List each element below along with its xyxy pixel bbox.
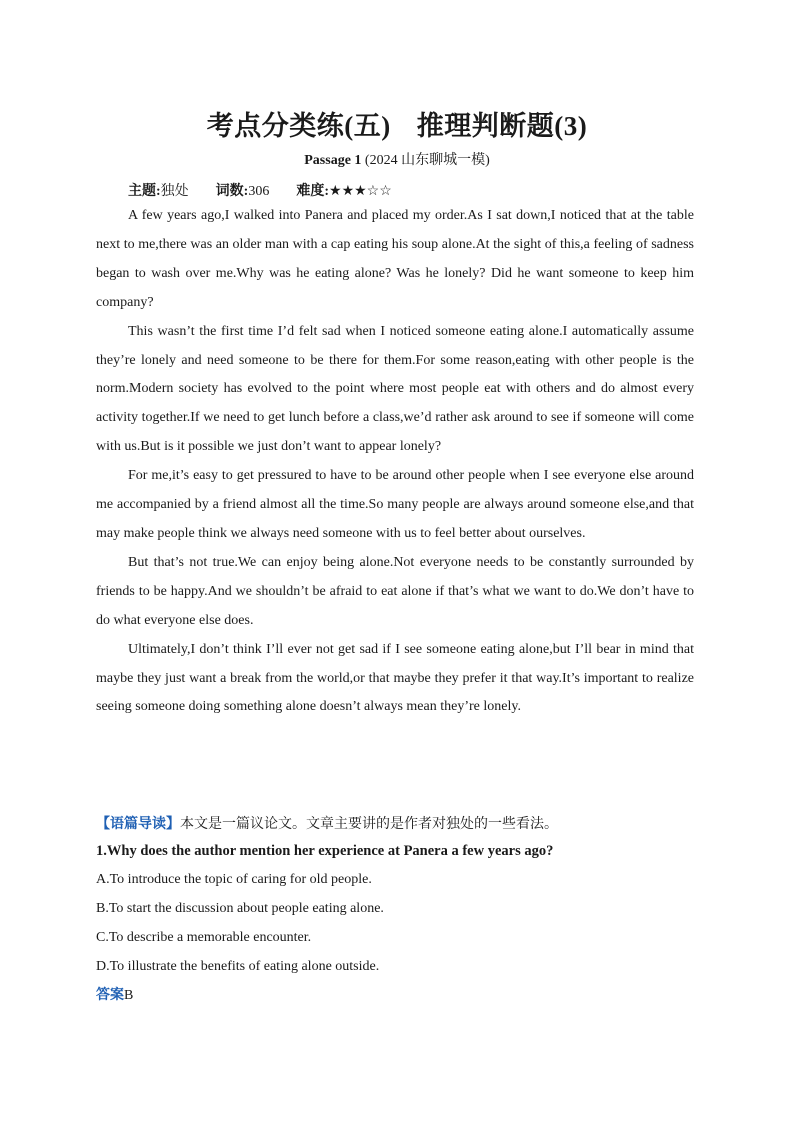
difficulty-label: 难度: [296,184,330,199]
reading-guide [96,812,696,836]
passage-source: (2024 山东聊城一模) [364,153,490,168]
answer-value: B [124,988,134,1003]
answer-line [96,985,133,1006]
wordcount-label: 词数: [215,184,249,199]
paragraph: But that’s not true.We can enjoy being alone.Not everyone needs to be constantly surrounded by friends to be happy.And we shouldn’t be afraid to eat alone if that’s what we want to do.We don’t have to do what everyone else does. [96,554,694,628]
paragraph: A few years ago,I walked into Panera and placed my order.As I sat down,I noticed that at the table next to me,there was an older man with a cap eating his soup alone.At the sight of this,a feeling of sadness began to wash over me.Why was he eating alone? Was he lonely? Did he want someone to keep him company? [96,208,694,310]
passage-label: Passage 1 [304,153,362,168]
page-title [0,104,794,143]
answer-label: 答案 [96,987,124,1003]
title-part2: 推理判断题(3) [416,111,588,141]
passage-meta [128,180,392,200]
question-stem: 1.Why does the author mention her experience at Panera a few years ago? [96,843,554,859]
guide-tag: 【语篇导读】 [96,816,180,832]
guide-text: 本文是一篇议论文。文章主要讲的是作者对独处的一些看法。 [180,816,558,832]
paragraph: This wasn’t the first time I’d felt sad when I noticed someone eating alone.I automatically assume they’re lonely and need someone to be there for them.For some reason,eating with other people is the norm.Modern society has evolved to the point where most people eat with others and do almost every activity together.If we need to get lunch before a class,we’d rather ask around to see if someone will come with us.But is it possible we just don’t want to appear lonely? [96,323,694,455]
wordcount-value: 306 [248,184,270,199]
difficulty-stars: ★★★☆☆ [329,184,392,199]
topic-label: 主题: [128,184,161,199]
option-c: C.To describe a memorable encounter. [96,930,312,945]
option-b: B.To start the discussion about people eating alone. [96,901,384,916]
passage-subtitle [0,149,794,169]
paragraph: Ultimately,I don’t think I’ll ever not get sad if I see someone eating alone,but I’ll bear in mind that maybe they just want a break from the world,or that maybe they prefer it that way.It’s important to realize seeing someone doing something alone doesn’t always mean they’re lonely. [96,641,694,715]
passage-body [96,202,694,722]
topic-value: 独处 [160,184,189,199]
option-d: D.To illustrate the benefits of eating alone outside. [96,959,380,974]
title-part1: 考点分类练(五) [206,111,391,141]
option-a: A.To introduce the topic of caring for old people. [96,872,372,887]
paragraph: For me,it’s easy to get pressured to have to be around other people when I see everyone else around me accompanied by a friend almost all the time.So many people are always around someone else,and that may make people think we always need someone with us to feel better about ourselves. [96,468,694,541]
